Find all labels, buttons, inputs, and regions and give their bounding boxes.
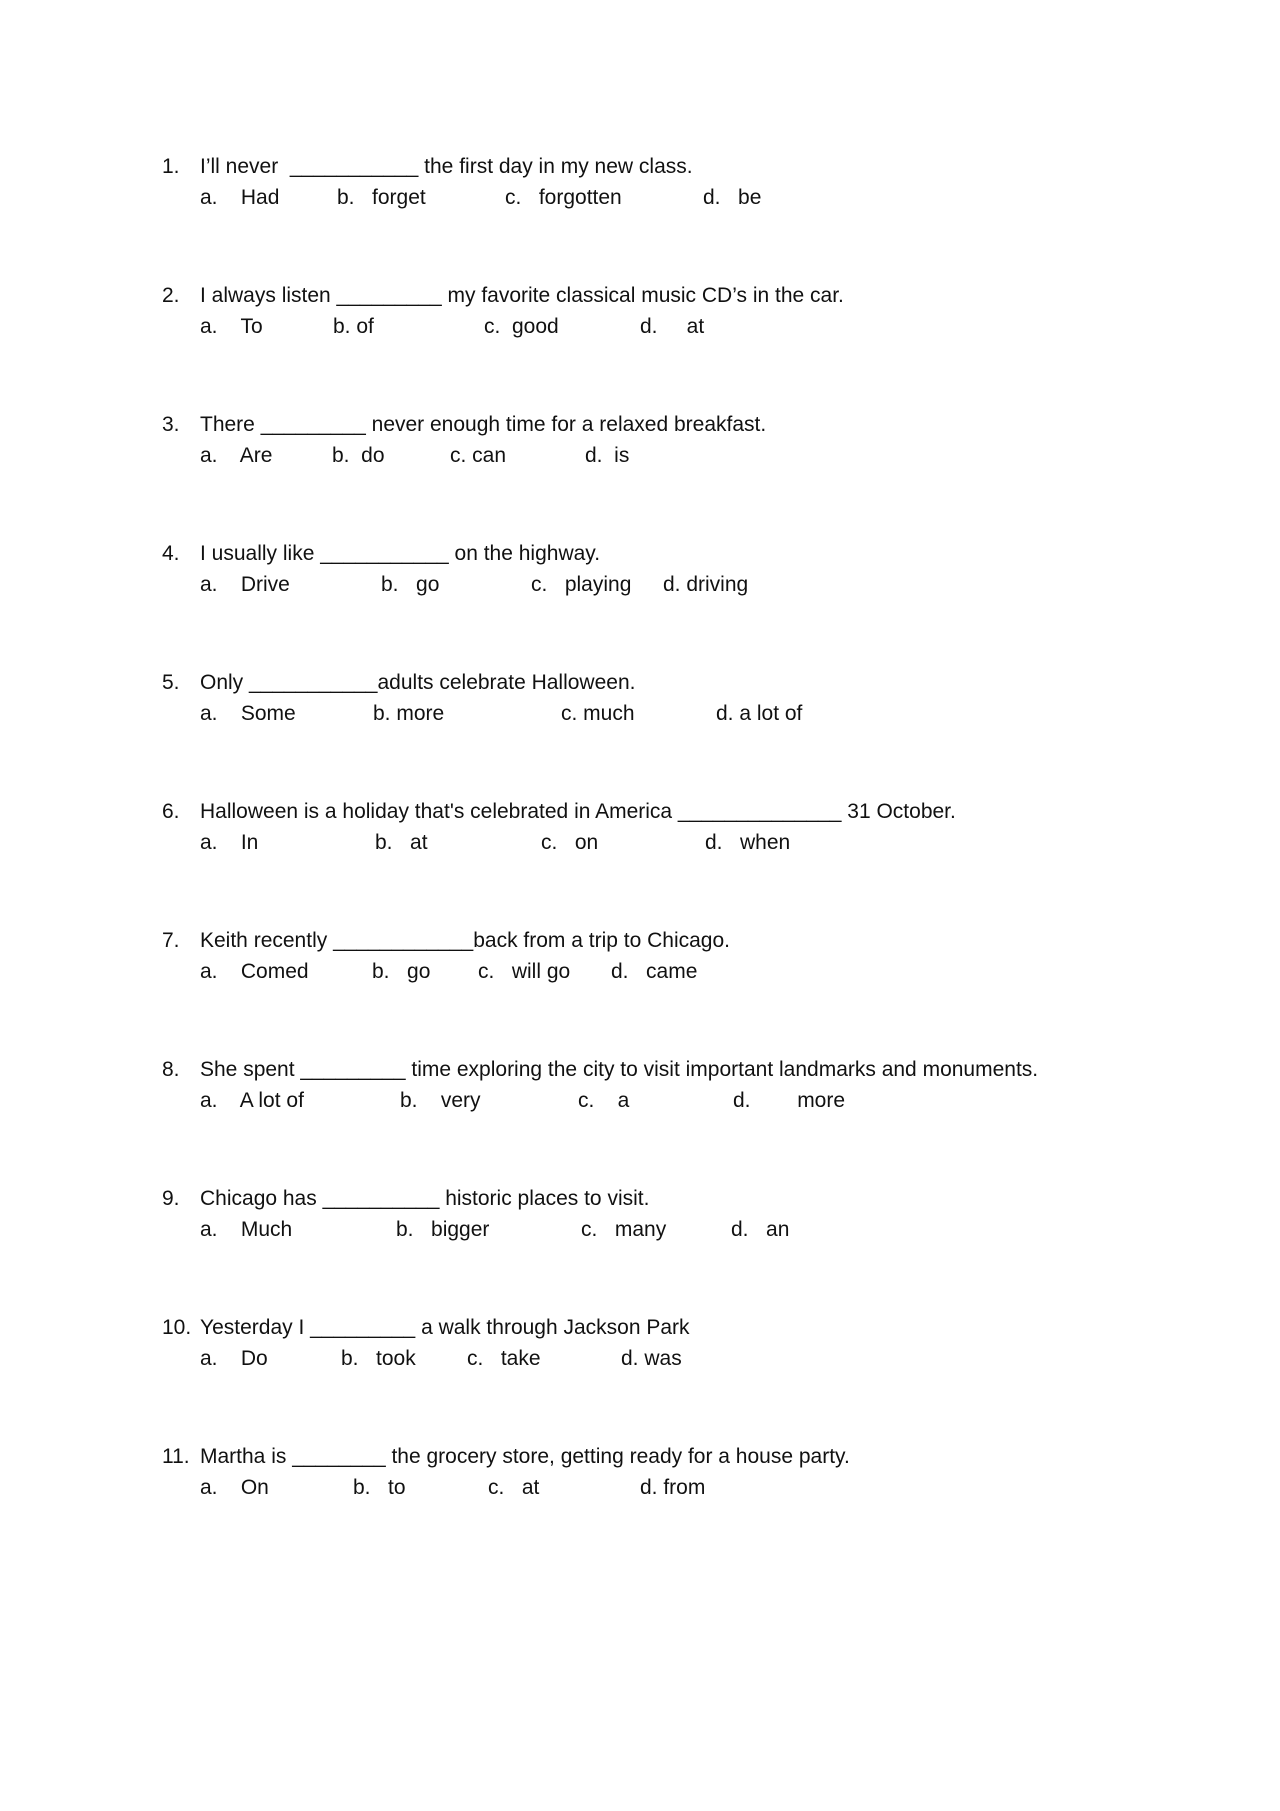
option-c: c. playing: [531, 573, 632, 596]
option-d: d. a lot of: [716, 702, 803, 725]
option-b: b. go: [381, 573, 440, 596]
option-a: a. On: [200, 1476, 269, 1499]
question-1: [0, 154, 1280, 224]
option-b: b. forget: [337, 186, 426, 209]
option-c: c. take: [467, 1347, 541, 1370]
answer-options: [0, 443, 1280, 471]
option-c: c. many: [581, 1218, 667, 1241]
option-a: a. Had: [200, 186, 280, 209]
option-d: d. is: [585, 444, 630, 467]
question-number: 2.: [162, 284, 180, 307]
option-b: b. go: [372, 960, 431, 983]
option-b: b. at: [375, 831, 428, 854]
question-text: I’ll never ___________ the first day in my new class.: [200, 155, 693, 178]
answer-options: [0, 1475, 1280, 1503]
option-c: c. much: [561, 702, 635, 725]
option-d: d. when: [705, 831, 791, 854]
question-3: [0, 412, 1280, 482]
option-a: a. Some: [200, 702, 296, 725]
option-d: d. be: [703, 186, 762, 209]
question-9: [0, 1186, 1280, 1256]
option-b: b. took: [341, 1347, 416, 1370]
question-text: Keith recently ____________back from a trip to Chicago.: [200, 929, 730, 952]
option-d: d. came: [611, 960, 698, 983]
question-2: [0, 283, 1280, 353]
answer-options: [0, 185, 1280, 213]
answer-options: [0, 314, 1280, 342]
option-a: a. Are: [200, 444, 273, 467]
question-text: Only ___________adults celebrate Halloween.: [200, 671, 636, 694]
answer-options: [0, 1217, 1280, 1245]
question-number: 1.: [162, 155, 180, 178]
answer-options: [0, 959, 1280, 987]
question-6: [0, 799, 1280, 869]
question-number: 3.: [162, 413, 180, 436]
question-number: 6.: [162, 800, 180, 823]
question-5: [0, 670, 1280, 740]
question-11: [0, 1444, 1280, 1514]
option-c: c. a: [578, 1089, 630, 1112]
option-b: b. more: [373, 702, 445, 725]
question-text: She spent _________ time exploring the city to visit important landmarks and monuments.: [200, 1058, 1039, 1081]
option-a: a. In: [200, 831, 259, 854]
question-text: There _________ never enough time for a relaxed breakfast.: [200, 413, 767, 436]
option-a: a. To: [200, 315, 263, 338]
question-number: 10.: [162, 1316, 192, 1339]
option-c: c. at: [488, 1476, 540, 1499]
question-7: [0, 928, 1280, 998]
option-a: a. Comed: [200, 960, 309, 983]
option-c: c. on: [541, 831, 599, 854]
question-text: Chicago has __________ historic places to visit.: [200, 1187, 650, 1210]
question-8: [0, 1057, 1280, 1127]
question-number: 11.: [162, 1445, 190, 1468]
question-number: 7.: [162, 929, 180, 952]
option-b: b. to: [353, 1476, 406, 1499]
option-c: c. forgotten: [505, 186, 622, 209]
option-d: d. from: [640, 1476, 706, 1499]
question-number: 5.: [162, 671, 180, 694]
answer-options: [0, 1088, 1280, 1116]
question-4: [0, 541, 1280, 611]
option-b: b. very: [400, 1089, 481, 1112]
question-10: [0, 1315, 1280, 1385]
option-d: d. at: [640, 315, 705, 338]
question-number: 9.: [162, 1187, 180, 1210]
option-a: a. A lot of: [200, 1089, 304, 1112]
option-b: b. of: [333, 315, 374, 338]
question-number: 4.: [162, 542, 180, 565]
option-c: c. will go: [478, 960, 571, 983]
option-d: d. driving: [663, 573, 749, 596]
question-text: I always listen _________ my favorite classical music CD’s in the car.: [200, 284, 844, 307]
option-d: d. was: [621, 1347, 682, 1370]
question-text: I usually like ___________ on the highway.: [200, 542, 601, 565]
option-c: c. can: [450, 444, 507, 467]
option-d: d. an: [731, 1218, 790, 1241]
answer-options: [0, 701, 1280, 729]
option-a: a. Do: [200, 1347, 268, 1370]
option-c: c. good: [484, 315, 559, 338]
option-a: a. Much: [200, 1218, 293, 1241]
answer-options: [0, 830, 1280, 858]
option-b: b. bigger: [396, 1218, 490, 1241]
question-number: 8.: [162, 1058, 180, 1081]
answer-options: [0, 1346, 1280, 1374]
answer-options: [0, 572, 1280, 600]
option-d: d. more: [733, 1089, 846, 1112]
option-a: a. Drive: [200, 573, 290, 596]
question-text: Martha is ________ the grocery store, getting ready for a house party.: [200, 1445, 850, 1468]
question-text: Yesterday I _________ a walk through Jackson Park: [200, 1316, 690, 1339]
option-b: b. do: [332, 444, 385, 467]
question-text: Halloween is a holiday that's celebrated in America ______________ 31 October.: [200, 800, 956, 823]
